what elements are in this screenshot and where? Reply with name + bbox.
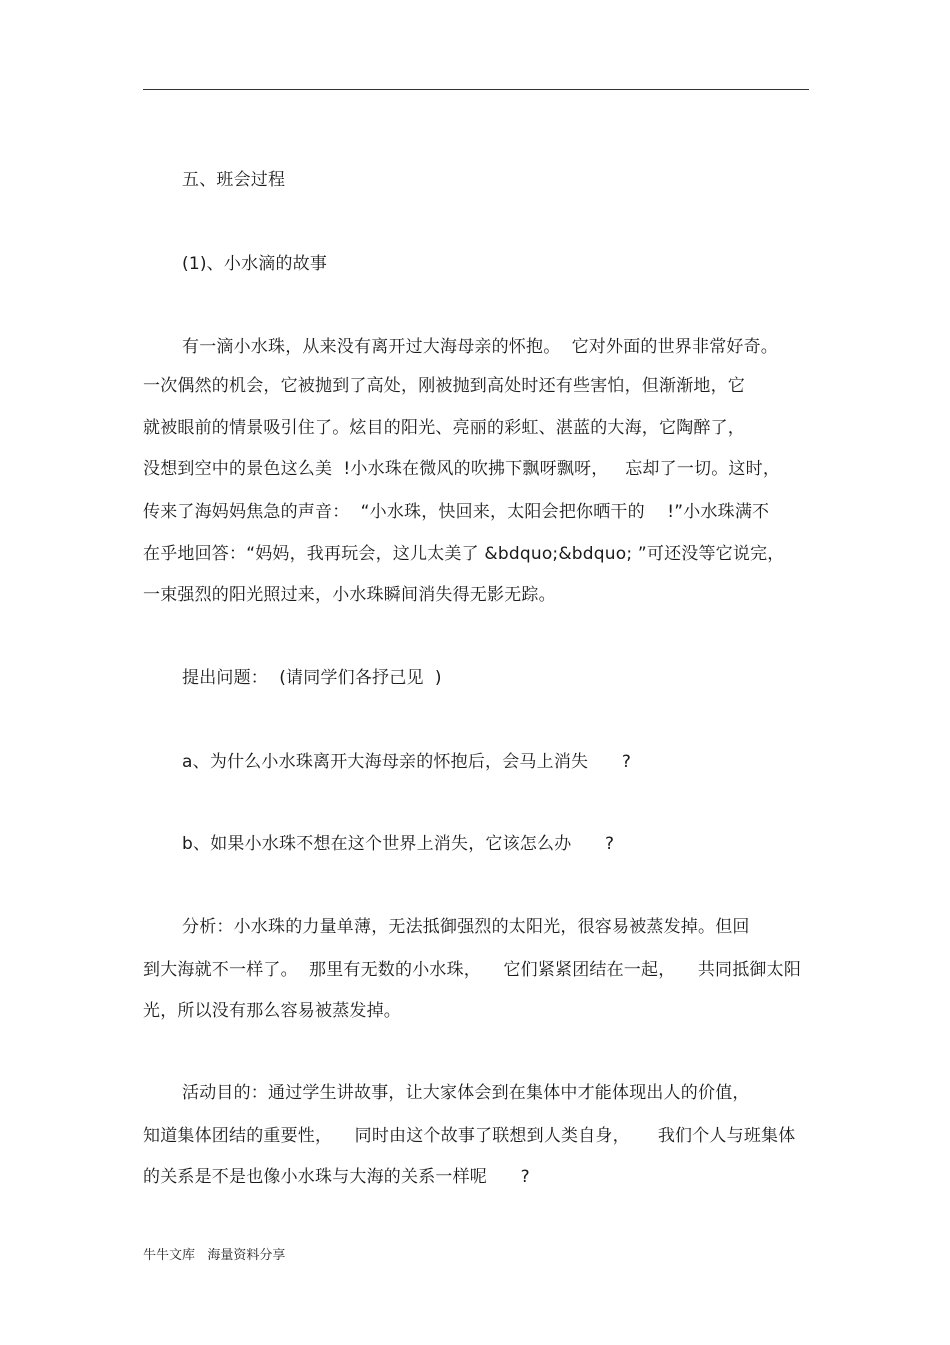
analysis-line: 到大海就不一样了。 那里有无数的小水珠， 它们紧紧团结在一起， 共同抵御太阳 <box>143 960 802 980</box>
story-line: 在乎地回答：“妈妈，我再玩会，这儿太美了 &bdquo;&bdquo; ”可还没等它说完， <box>143 544 785 564</box>
analysis-line: 光，所以没有那么容易被蒸发掉。 <box>143 1001 401 1021</box>
story-line: 一束强烈的阳光照过来，小水珠瞬间消失得无影无踪。 <box>143 585 556 605</box>
analysis-line: 分析：小水珠的力量单薄，无法抵御强烈的太阳光，很容易被蒸发掉。但回 <box>182 917 750 937</box>
question-b: b、如果小水珠不想在这个世界上消失，它该怎么办 ? <box>182 834 615 854</box>
question-a: a、为什么小水珠离开大海母亲的怀抱后，会马上消失 ? <box>182 752 632 772</box>
section-heading: 五、班会过程 <box>182 170 286 190</box>
story-line: 就被眼前的情景吸引住了。炫目的阳光、亮丽的彩虹、湛蓝的大海，它陶醉了， <box>143 418 745 438</box>
purpose-line: 活动目的：通过学生讲故事，让大家体会到在集体中才能体现出人的价值， <box>182 1083 750 1103</box>
purpose-line: 知道集体团结的重要性， 同时由这个故事了联想到人类自身， 我们个人与班集体 <box>143 1126 796 1146</box>
purpose-line: 的关系是不是也像小水珠与大海的关系一样呢 ? <box>143 1167 530 1187</box>
question-intro: 提出问题： (请同学们各抒己见 ) <box>182 668 442 688</box>
story-line: 有一滴小水珠，从来没有离开过大海母亲的怀抱。 它对外面的世界非常好奇。 <box>182 337 779 357</box>
header-rule <box>143 89 809 90</box>
story-line: 一次偶然的机会，它被抛到了高处，刚被抛到高处时还有些害怕，但渐渐地，它 <box>143 376 745 396</box>
footer-text: 牛牛文库 海量资料分享 <box>143 1248 286 1263</box>
sub-heading: (1)、小水滴的故事 <box>182 254 328 274</box>
story-line: 传来了海妈妈焦急的声音： “小水珠，快回来，太阳会把你晒干的 !”小水珠满不 <box>143 502 770 522</box>
story-line: 没想到空中的景色这么美 !小水珠在微风的吹拂下飘呀飘呀， 忘却了一切。这时， <box>143 459 781 479</box>
